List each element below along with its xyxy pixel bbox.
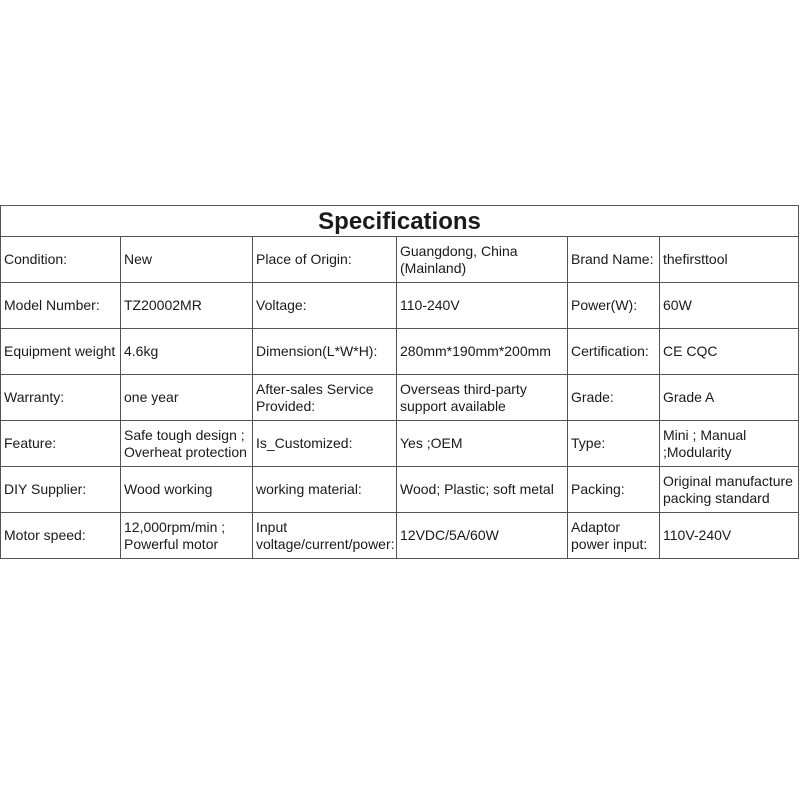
spec-value: 110V-240V [663,527,732,543]
spec-value-cell [660,237,799,283]
spec-value-cell [121,283,253,329]
spec-label: Warranty: [4,389,65,405]
spec-value-cell [660,513,799,559]
spec-label-cell [568,329,660,375]
spec-label: Model Number: [4,297,100,313]
spec-row [1,467,799,513]
spec-value-cell [397,329,568,375]
spec-label-cell [253,375,397,421]
spec-row [1,283,799,329]
spec-value: New [124,251,153,267]
spec-value: Original manufacture packing standard [663,472,793,506]
spec-label: Condition: [4,251,68,267]
spec-label: Grade: [571,389,614,405]
spec-label-cell [568,283,660,329]
spec-label: Type: [571,435,606,451]
spec-label: Is_Customized: [256,435,353,451]
spec-label-cell [568,421,660,467]
spec-value-cell [121,237,253,283]
spec-value-cell [121,375,253,421]
title-row [1,206,799,237]
spec-value: Grade A [663,389,715,405]
spec-label: Equipment weight [4,343,116,359]
spec-label-cell [253,421,397,467]
spec-label-cell [253,467,397,513]
spec-value: Mini ; Manual ;Modularity [663,426,747,460]
specifications-table [0,205,799,559]
spec-row [1,421,799,467]
spec-label-cell [568,467,660,513]
spec-value-cell [660,283,799,329]
spec-label: Voltage: [256,297,307,313]
spec-row [1,513,799,559]
spec-value: Guangdong, China (Mainland) [400,242,518,276]
spec-label-cell [253,513,397,559]
spec-value: Overseas third-party support available [400,380,527,414]
spec-label-cell [253,329,397,375]
spec-label: Brand Name: [571,251,654,267]
spec-value: 60W [663,297,692,313]
spec-value: 110-240V [400,297,460,313]
spec-value-cell [397,421,568,467]
spec-value-cell [397,237,568,283]
spec-label: working material: [256,481,362,497]
spec-label: Power(W): [571,297,638,313]
spec-value-cell [397,467,568,513]
spec-label-cell [253,283,397,329]
spec-label: Packing: [571,481,625,497]
spec-row [1,375,799,421]
spec-value: Safe tough design ; Overheat protection [124,426,247,460]
spec-label-cell [1,283,121,329]
spec-label-cell [568,237,660,283]
spec-value-cell [397,283,568,329]
spec-value-cell [397,375,568,421]
spec-label: Input voltage/current/power: [256,518,395,552]
spec-value: Wood; Plastic; soft metal [400,481,554,497]
spec-value: 280mm*190mm*200mm [400,343,551,359]
spec-label: Adaptor power input: [571,518,648,552]
spec-value: CE CQC [663,343,718,359]
spec-label: Motor speed: [4,527,86,543]
spec-value: Wood working [124,481,213,497]
spec-label: DIY Supplier: [4,481,87,497]
spec-label: Feature: [4,435,57,451]
spec-label-cell [1,513,121,559]
spec-label: Certification: [571,343,649,359]
spec-label-cell [1,421,121,467]
spec-value-cell [121,513,253,559]
spec-value: one year [124,389,179,405]
spec-label: Place of Origin: [256,251,352,267]
spec-value-cell [121,421,253,467]
spec-value: TZ20002MR [124,297,202,313]
spec-value-cell [660,375,799,421]
spec-label: Dimension(L*W*H): [256,343,378,359]
spec-value: 12VDC/5A/60W [400,527,499,543]
spec-value-cell [660,329,799,375]
spec-value-cell [397,513,568,559]
spec-label-cell [568,513,660,559]
spec-label-cell [253,237,397,283]
spec-label-cell [1,467,121,513]
spec-value-cell [121,329,253,375]
spec-value-cell [660,467,799,513]
table-title: Specifications [1,206,799,237]
spec-label-cell [1,237,121,283]
spec-row [1,329,799,375]
spec-value-cell [121,467,253,513]
spec-body [1,237,799,559]
spec-value: 12,000rpm/min ; Powerful motor [124,518,226,552]
spec-label: After-sales Service Provided: [256,380,374,414]
spec-value: thefirsttool [663,251,728,267]
spec-row [1,237,799,283]
spec-value: 4.6kg [124,343,159,359]
spec-label-cell [1,375,121,421]
spec-value: Yes ;OEM [400,435,463,451]
spec-label-cell [568,375,660,421]
spec-value-cell [660,421,799,467]
spec-label-cell [1,329,121,375]
